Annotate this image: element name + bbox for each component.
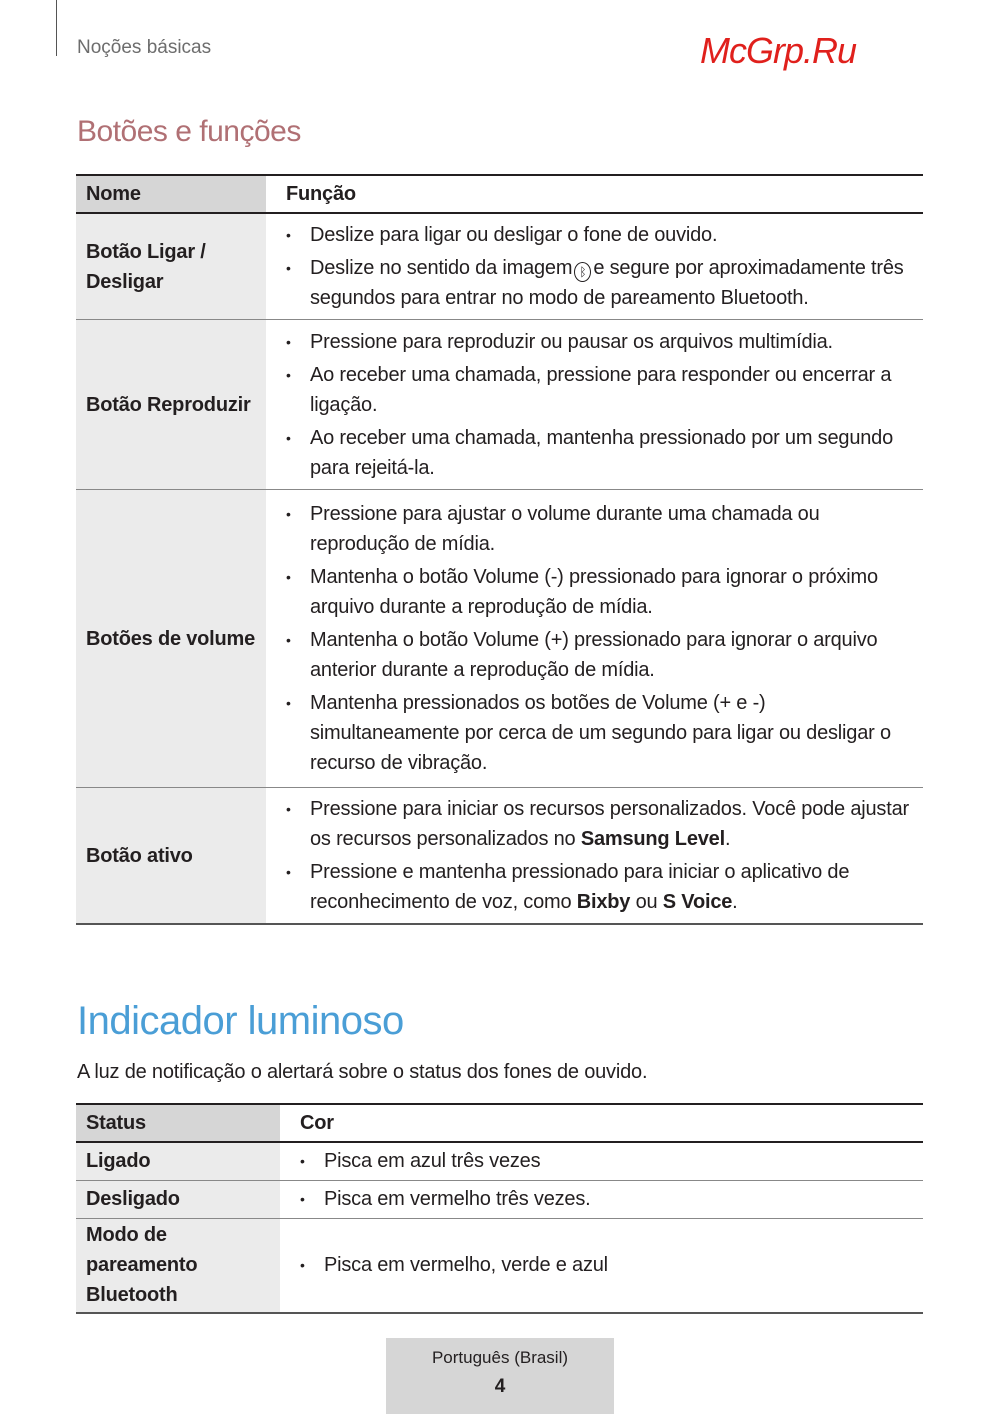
- status: Desligado: [76, 1180, 280, 1218]
- watermark: McGrp.Ru: [700, 30, 857, 71]
- text: .: [732, 891, 738, 913]
- indicator-table: [76, 1103, 923, 1314]
- section-header: Noções básicas: [77, 37, 212, 58]
- list-item: • Pisca em vermelho, verde e azul: [300, 1250, 913, 1280]
- table-row: [76, 788, 923, 925]
- row-name: Botão Ligar / Desligar: [76, 213, 266, 320]
- row-name: Botão Reproduzir: [76, 320, 266, 490]
- text: .: [724, 828, 731, 850]
- header-rule: [56, 0, 57, 56]
- indicator-intro: A luz de notificação o alertará sobre o status dos fones de ouvido.: [77, 1061, 648, 1083]
- table-row: [76, 1142, 923, 1180]
- table-row: [76, 213, 923, 320]
- bluetooth-icon: ᛒ: [574, 262, 591, 282]
- list-item: [286, 253, 913, 313]
- table-header: [76, 175, 923, 213]
- text: Pressione e mantenha pressionado para iniciar o aplicativo de reconhecimento de voz, como: [310, 861, 850, 913]
- column-header: Status: [76, 1104, 280, 1142]
- app-name: Samsung Level: [580, 828, 725, 850]
- list-item: • Mantenha o botão Volume (+) pressionado para ignorar o arquivo anterior durante a reprodução de mídia.: [286, 625, 913, 685]
- page-content: [76, 36, 923, 1314]
- column-header: Função: [266, 175, 923, 213]
- list-item: [286, 794, 913, 854]
- list-item: • Pisca em azul três vezes: [300, 1146, 913, 1176]
- row-name: Botões de volume: [76, 490, 266, 788]
- list-item: [286, 857, 913, 917]
- app-name: Bixby: [576, 891, 631, 913]
- table-row: [76, 490, 923, 788]
- text: Pressione para iniciar os recursos personalizados. Você pode ajustar os recursos personalizados no: [310, 798, 909, 850]
- table-row: [76, 1180, 923, 1218]
- text: Deslize no sentido da imagem: [310, 257, 573, 279]
- table-row: [76, 1218, 923, 1313]
- page-footer: [386, 1338, 614, 1414]
- text: ou: [630, 891, 663, 913]
- column-header: Nome: [76, 175, 266, 213]
- list-item: • Ao receber uma chamada, pressione para responder ou encerrar a ligação.: [286, 360, 913, 420]
- page-number: 4: [494, 1376, 506, 1397]
- list-item: • Mantenha pressionados os botões de Volume (+ e -) simultaneamente por cerca de um segundo para ligar ou desligar o recurso de vibração.: [286, 688, 913, 778]
- buttons-title: Botões e funções: [77, 115, 301, 148]
- list-item: • Ao receber uma chamada, mantenha pressionado por um segundo para rejeitá-la.: [286, 423, 913, 483]
- footer-language: Português (Brasil): [431, 1348, 569, 1367]
- indicator-title: Indicador luminoso: [77, 999, 404, 1043]
- status: Modo de pareamento Bluetooth: [76, 1218, 280, 1313]
- list-item: • Pressione para reproduzir ou pausar os arquivos multimídia.: [286, 327, 913, 357]
- column-header: Cor: [280, 1104, 923, 1142]
- row-name: Botão ativo: [76, 788, 266, 925]
- app-name: S Voice: [662, 891, 733, 913]
- list-item: • Pisca em vermelho três vezes.: [300, 1184, 913, 1214]
- status: Ligado: [76, 1142, 280, 1180]
- list-item: • Deslize para ligar ou desligar o fone de ouvido.: [286, 220, 913, 250]
- buttons-table: [76, 174, 923, 925]
- list-item: • Mantenha o botão Volume (-) pressionado para ignorar o próximo arquivo durante a reprodução de mídia.: [286, 562, 913, 622]
- table-row: [76, 320, 923, 490]
- list-item: • Pressione para ajustar o volume durante uma chamada ou reprodução de mídia.: [286, 499, 913, 559]
- text: e segure por aproximadamente três segundos para entrar no modo de pareamento Bluetooth.: [310, 257, 904, 309]
- table-header: [76, 1104, 923, 1142]
